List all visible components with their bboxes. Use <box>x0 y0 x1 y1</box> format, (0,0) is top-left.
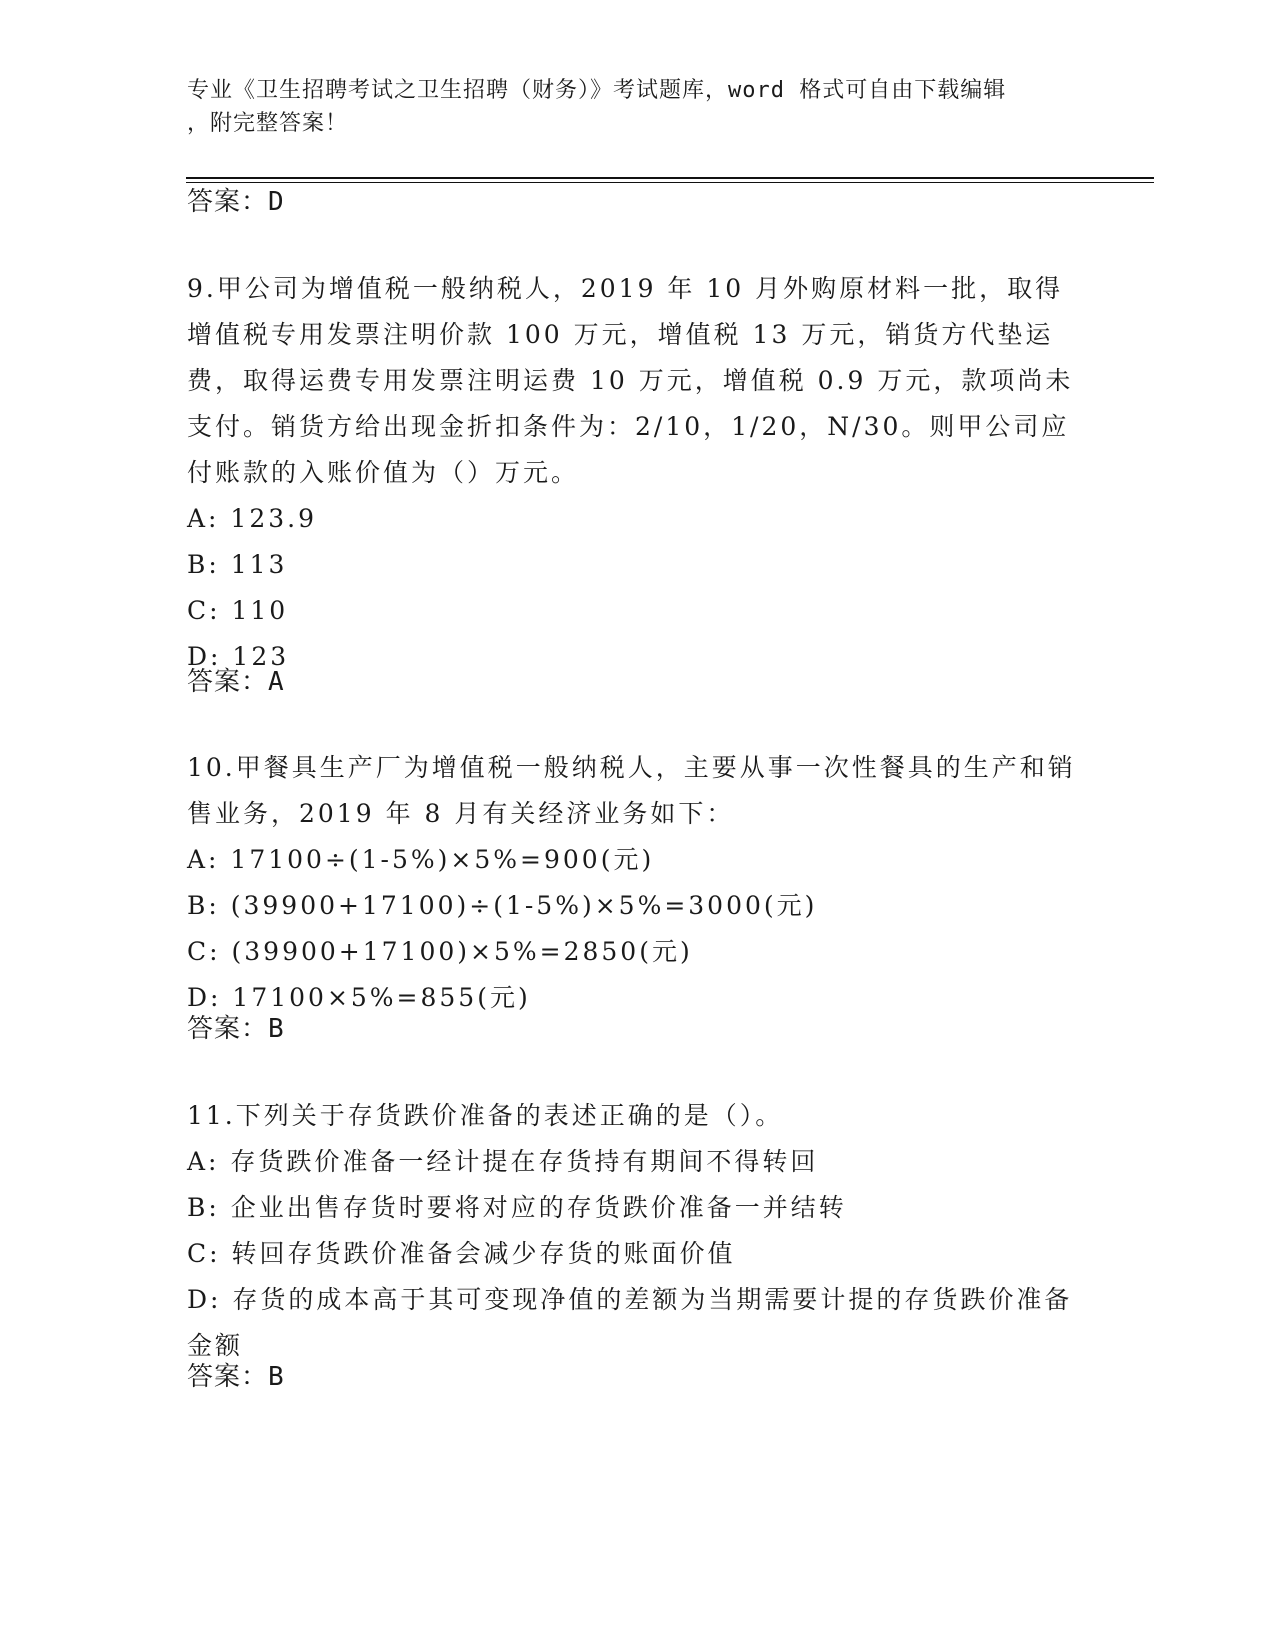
question-stem: 11.下列关于存货跌价准备的表述正确的是（）。 <box>187 1101 784 1130</box>
answer-10: 答案：B <box>187 1014 285 1044</box>
question-stem: 9.甲公司为增值税一般纳税人，2019 年 10 月外购原材料一批，取得增值税专用发票注明价款 100 万元，增值税 13 万元，销货方代垫运费，取得运费专用发票注明运费 10 万元，增值税 0.9 万元，款项尚未支付。销货方给出现金折扣条件为：2/10，1/20，N/30。则甲公司应付账款的入账价值为（）万元。 <box>187 274 1074 487</box>
page-header <box>187 74 1067 140</box>
header-rule-thin <box>186 182 1154 183</box>
question-10 <box>187 745 1077 1021</box>
header-line-2: ，附完整答案！ <box>187 111 349 136</box>
option-d: D: 存货的成本高于其可变现净值的差额为当期需要计提的存货跌价准备金额 <box>187 1285 1073 1360</box>
answer-previous: 答案：D <box>187 187 285 217</box>
question-9 <box>187 266 1077 680</box>
option-a: A: 17100÷(1-5%)×5%=900(元) <box>187 845 655 874</box>
answer-11: 答案：B <box>187 1362 285 1392</box>
option-b: B: 企业出售存货时要将对应的存货跌价准备一并结转 <box>187 1193 847 1222</box>
header-rule-thick <box>186 177 1154 179</box>
answer-9: 答案：A <box>187 667 285 697</box>
option-d: D: 17100×5%=855(元) <box>187 983 531 1012</box>
option-c: C: 110 <box>187 596 289 625</box>
option-b: B: 113 <box>187 550 288 579</box>
option-c: C: 转回存货跌价准备会减少存货的账面价值 <box>187 1239 736 1268</box>
option-d: D: 123 <box>187 642 290 671</box>
option-b: B: (39900+17100)÷(1-5%)×5%=3000(元) <box>187 891 818 920</box>
header-line-1: 专业《卫生招聘考试之卫生招聘（财务）》考试题库，word 格式可自由下载编辑 <box>187 78 1007 103</box>
question-stem: 10.甲餐具生产厂为增值税一般纳税人，主要从事一次性餐具的生产和销售业务，2019 年 8 月有关经济业务如下： <box>187 753 1076 828</box>
option-c: C: (39900+17100)×5%=2850(元) <box>187 937 693 966</box>
option-a: A: 存货跌价准备一经计提在存货持有期间不得转回 <box>187 1147 819 1176</box>
option-a: A: 123.9 <box>187 504 317 533</box>
question-11 <box>187 1093 1077 1369</box>
